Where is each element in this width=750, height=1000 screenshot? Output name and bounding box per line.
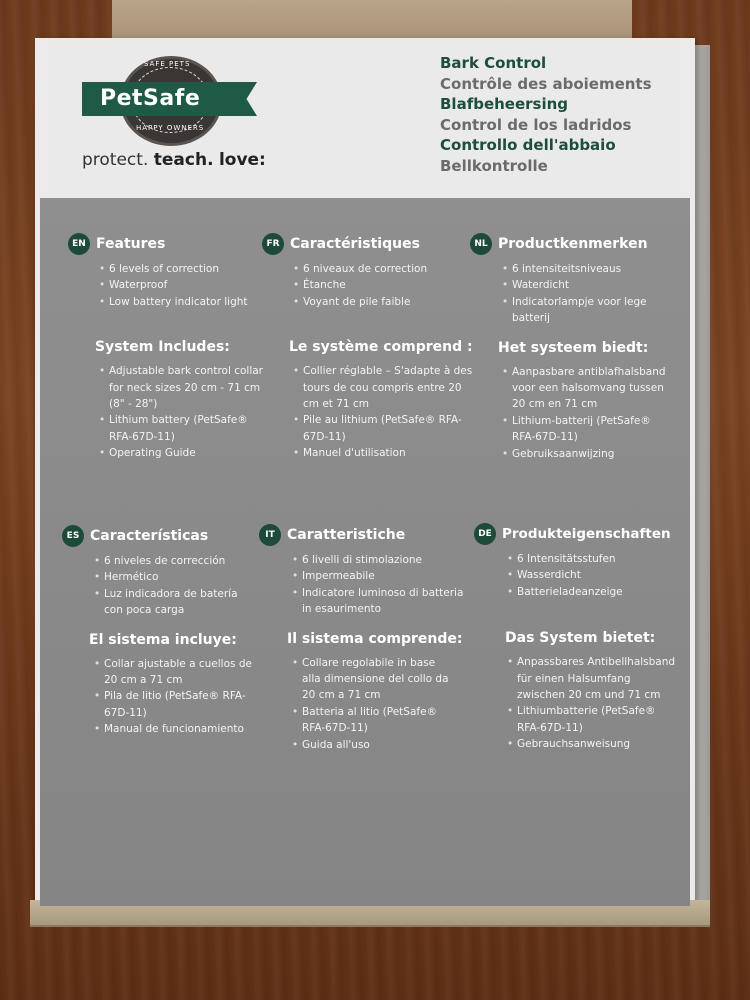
includes-title-en: System Includes: — [95, 339, 230, 356]
list-item: • Collar ajustable a cuellos de 20 cm a 71 cm — [94, 657, 252, 687]
list-item: • Guida all'uso — [292, 738, 370, 751]
list-item: • Lithiumbatterie (PetSafe® RFA-67D-11) — [507, 705, 656, 734]
list-item: • Collier réglable – S'adapte à des tours de cou compris entre 20 cm et 71 cm — [293, 365, 473, 411]
includes-list-en — [99, 363, 269, 461]
list-item: • Waterdicht — [502, 279, 569, 292]
logo-wordmark: PetSafe — [100, 86, 201, 111]
title-de: Bellkontrolle — [440, 156, 548, 175]
list-item: • Luz indicadora de batería con poca carga — [94, 587, 238, 617]
tagline-protect: protect. — [82, 150, 149, 170]
list-item: • Manuel d'utilisation — [293, 447, 406, 460]
features-title-en: Features — [96, 236, 166, 252]
list-item: • 6 intensiteitsniveaus — [502, 263, 622, 275]
list-item: • Gebrauchsanweisung — [507, 738, 631, 751]
features-list-de — [507, 551, 684, 600]
section-it — [259, 524, 469, 753]
includes-list-de — [507, 654, 677, 752]
features-title-es: Características — [90, 528, 209, 544]
list-item: • 6 levels of correction — [99, 263, 220, 275]
lang-badge-de: DE — [474, 523, 496, 545]
section-en — [68, 233, 263, 462]
list-item: • Voyant de pile faible — [293, 295, 411, 308]
features-list-nl — [502, 261, 662, 327]
title-en: Bark Control — [440, 54, 547, 72]
list-item: • Collare regolabile in base alla dimensione del collo da 20 cm a 71 cm — [292, 656, 449, 702]
section-nl — [470, 233, 680, 462]
section-de — [474, 523, 684, 753]
list-item: • 6 livelli di stimolazione — [292, 554, 423, 566]
lang-badge-es: ES — [62, 525, 84, 547]
includes-list-it — [292, 655, 457, 753]
list-item: • Gebruiksaanwijzing — [502, 447, 615, 460]
includes-title-it: Il sistema comprende: — [287, 630, 463, 647]
list-item: • 6 niveles de corrección — [94, 555, 226, 567]
lang-badge-it: IT — [259, 524, 281, 546]
list-item: • 6 niveaux de correction — [293, 263, 428, 275]
logo-ring-top: SAFE PETS — [144, 60, 191, 68]
title-es: Control de los ladridos — [440, 115, 632, 134]
list-item: • Lithium-batterij (PetSafe® RFA-67D-11) — [502, 414, 651, 444]
tagline-teach: teach. — [153, 150, 214, 170]
lang-badge-en: EN — [68, 233, 90, 255]
title-fr: Contrôle des aboiements — [440, 74, 652, 93]
features-title-fr: Caractéristiques — [290, 236, 420, 252]
list-item: • Wasserdicht — [507, 569, 581, 582]
list-item: • Aanpasbare antiblafhalsband voor een halsomvang tussen 20 cm en 71 cm — [502, 365, 666, 411]
list-item: • Waterproof — [99, 279, 168, 292]
features-list-fr — [293, 261, 472, 310]
includes-title-de: Das System bietet: — [505, 630, 656, 647]
list-item: • Étanche — [293, 279, 346, 292]
features-title-it: Caratteristiche — [287, 527, 406, 543]
logo-ring-bottom: HAPPY OWNERS — [136, 124, 205, 132]
section-es — [62, 525, 262, 738]
list-item: • Anpassbares Antibellhalsband für einen Halsumfang zwischen 20 cm und 71 cm — [507, 656, 676, 702]
tagline-love: love: — [218, 150, 266, 170]
features-list-en — [99, 261, 253, 310]
features-title-nl: Productkenmerken — [498, 236, 648, 252]
features-list-es — [94, 553, 259, 619]
list-item: • Impermeabile — [292, 570, 375, 583]
lang-badge-fr: FR — [262, 233, 284, 255]
features-title-de: Produkteigenschaften — [502, 526, 671, 542]
list-item: • Pile au lithium (PetSafe® RFA-67D-11) — [293, 414, 462, 443]
packing-tape — [112, 0, 632, 40]
petsafe-logo — [82, 54, 257, 144]
list-item: • Lithium battery (PetSafe® RFA-67D-11) — [99, 414, 248, 443]
tagline — [82, 150, 266, 170]
list-item: • Batteria al litio (PetSafe® RFA-67D-11) — [292, 705, 438, 735]
list-item: • Pila de litio (PetSafe® RFA-67D-11) — [94, 690, 246, 719]
list-item: • Hermético — [94, 571, 159, 584]
list-item: • Low battery indicator light — [99, 295, 248, 308]
includes-list-nl — [502, 364, 672, 462]
list-item: • Operating Guide — [99, 447, 196, 460]
includes-list-es — [94, 656, 264, 738]
list-item: • Batterieladeanzeige — [507, 585, 623, 598]
title-it: Controllo dell'abbaio — [440, 136, 616, 155]
list-item: • 6 Intensitätsstufen — [507, 553, 616, 565]
includes-title-nl: Het systeem biedt: — [498, 339, 649, 356]
product-titles — [440, 53, 652, 177]
includes-title-es: El sistema incluye: — [89, 631, 237, 648]
list-item: • Adjustable bark control collar for neck sizes 20 cm - 71 cm (8" - 28") — [99, 365, 263, 411]
includes-title-fr: Le système comprend : — [289, 339, 473, 356]
list-item: • Indicatore luminoso di batteria in esaurimento — [292, 586, 464, 616]
features-list-it — [292, 552, 467, 618]
title-nl: Blafbeheersing — [440, 95, 569, 114]
lang-badge-nl: NL — [470, 233, 492, 255]
list-item: • Manual de funcionamiento — [94, 723, 244, 736]
includes-list-fr — [293, 363, 473, 461]
section-fr — [262, 233, 472, 462]
list-item: • Indicatorlampje voor lege batterij — [502, 295, 647, 325]
